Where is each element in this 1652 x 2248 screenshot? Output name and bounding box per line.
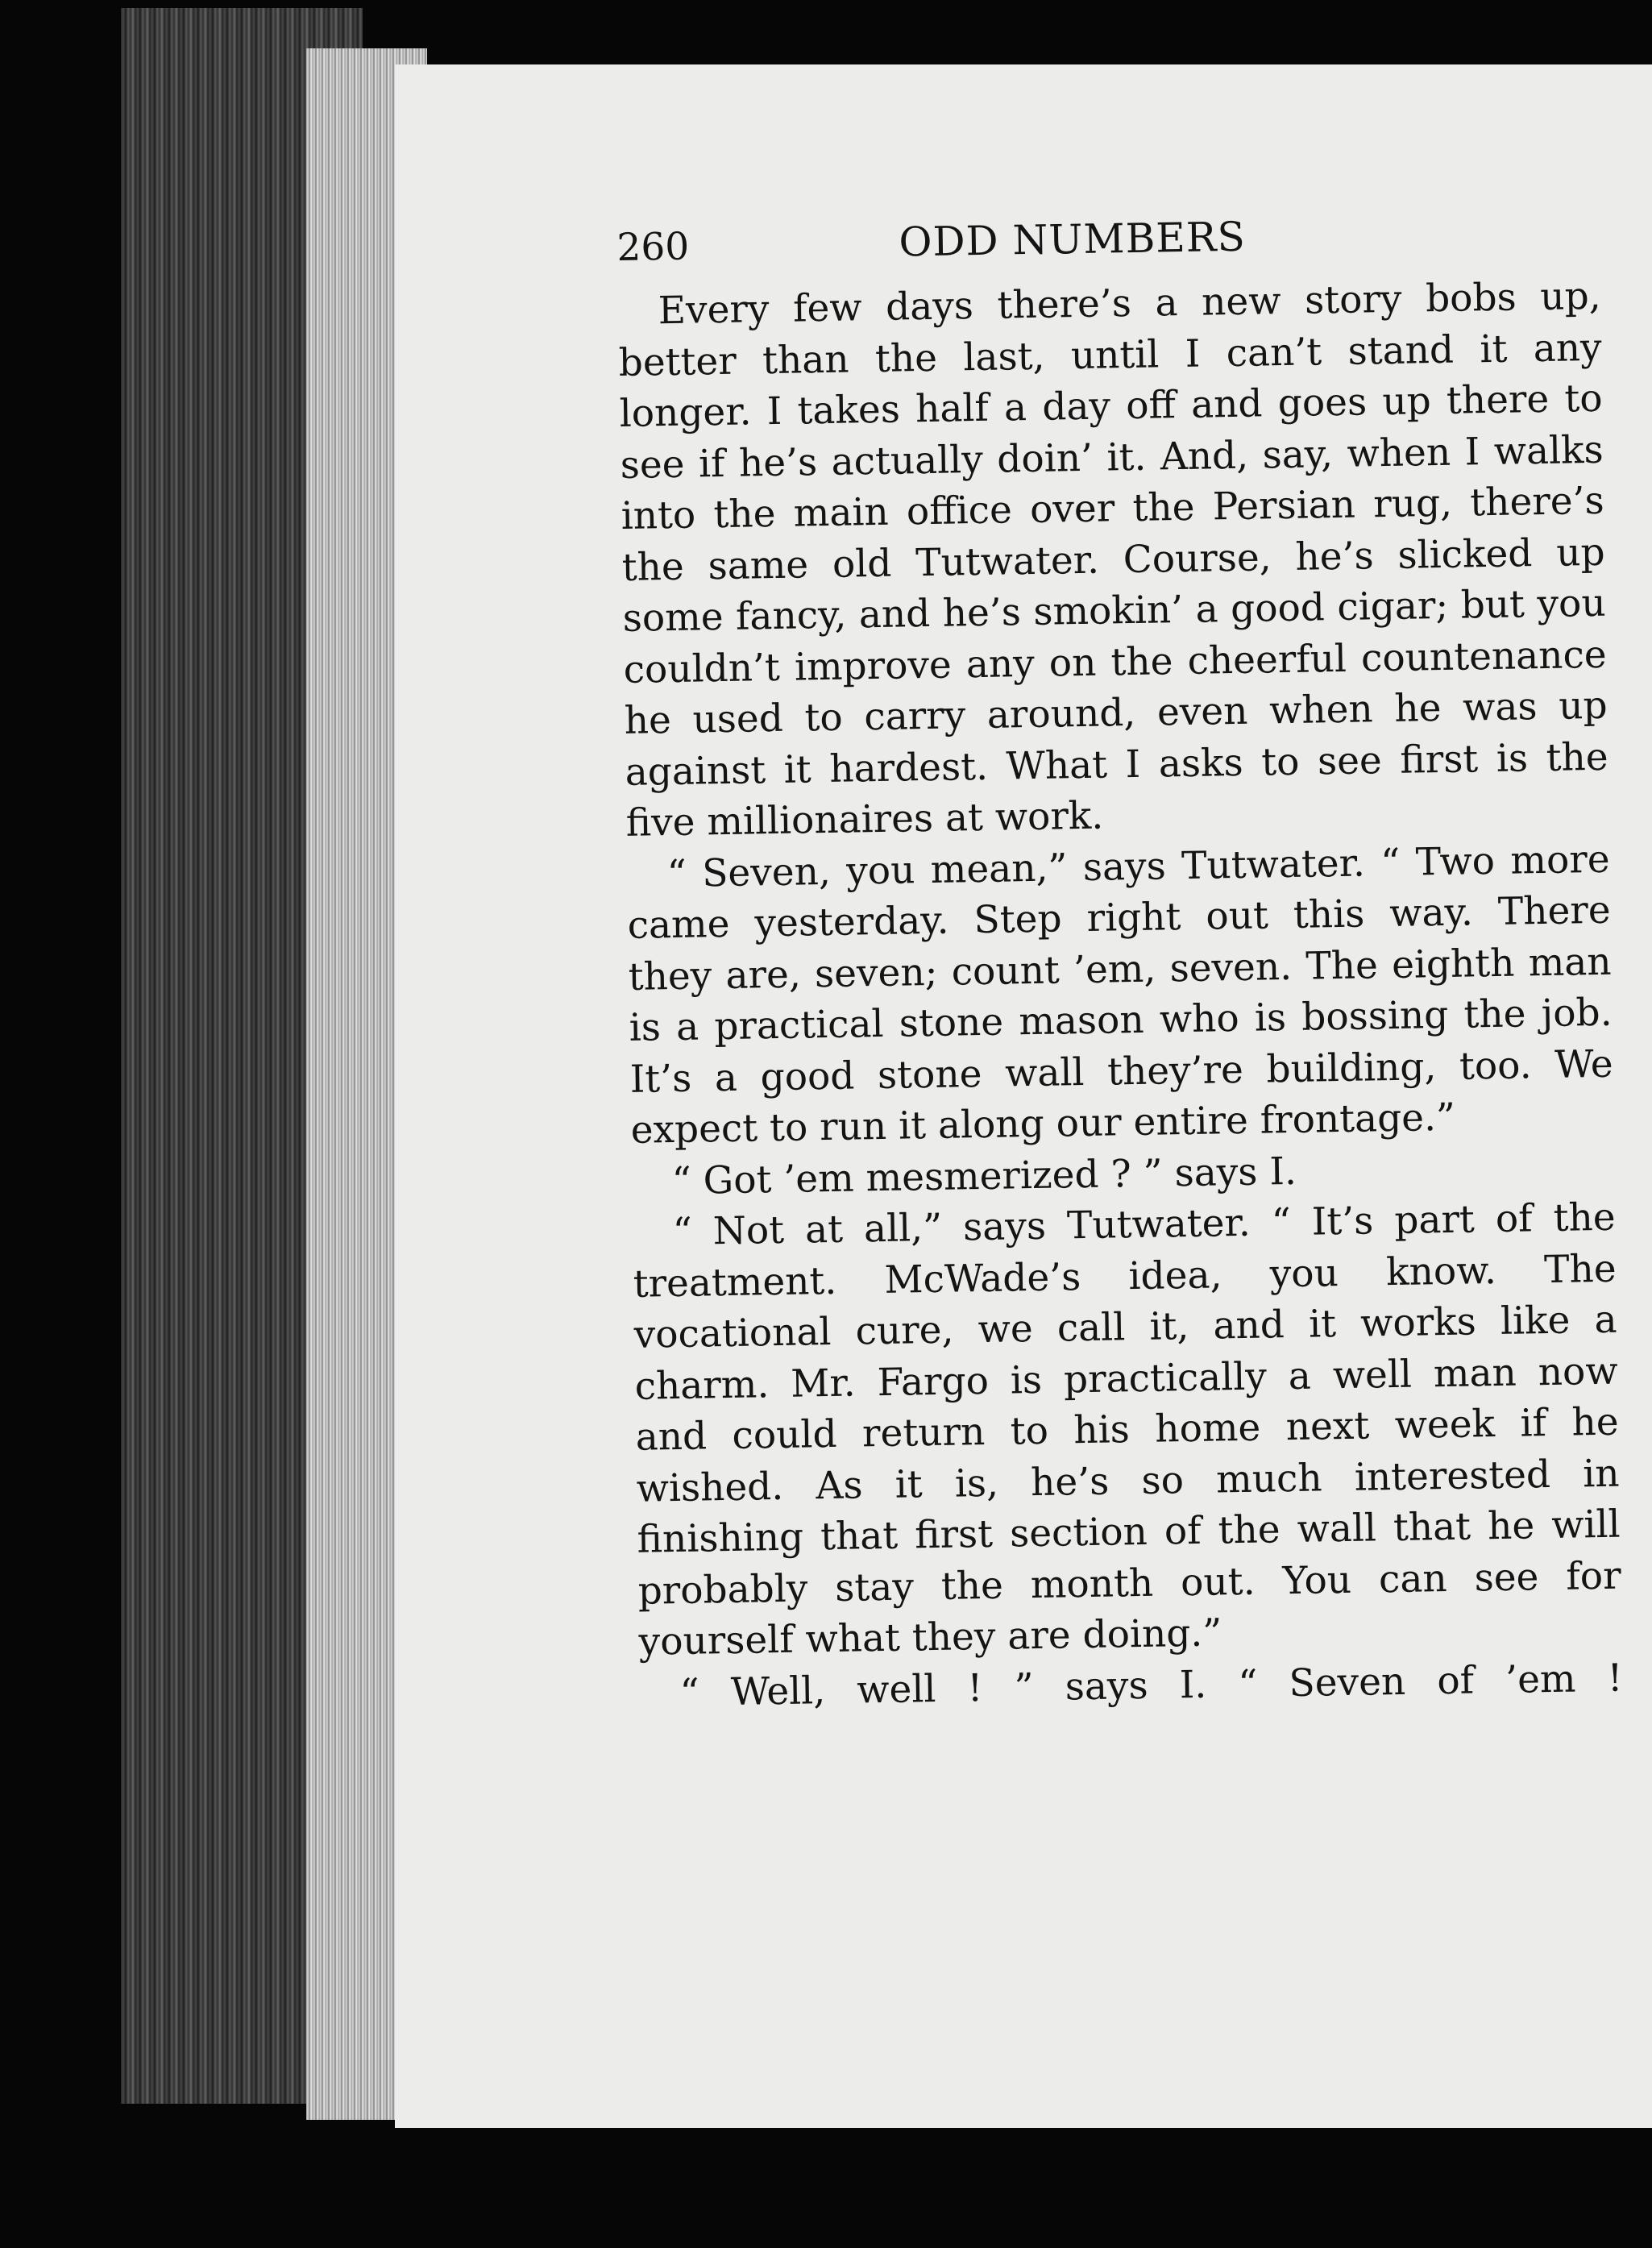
paragraph: “ Got ’em mesmerized ? ” says I. bbox=[671, 1149, 1297, 1203]
page-number: 260 bbox=[616, 224, 690, 270]
page-text-block bbox=[616, 206, 1623, 1719]
paragraph: “ Not at all,” says Tutwater. “ It’s part of the treatment. McWade’s idea, you know. The vocational cure, we call it, and it works like a charm. Mr. Fargo is practically a well man now and could return to his home next week if he wished. As it is, he’s so much interested in finishing that first section of the wall that he will probably stay the month out. You can see for yourself what they are doing.” bbox=[633, 1195, 1621, 1664]
running-title: ODD NUMBERS bbox=[898, 213, 1247, 266]
running-head bbox=[616, 206, 1600, 278]
paragraph: “ Well, well ! ” says I. “ Seven of ’em ! bbox=[679, 1656, 1623, 1715]
book-page bbox=[395, 64, 1652, 2128]
paragraph: Every few days there’s a new story bobs up, better than the last, until I can’t stand it any longer. I takes half a day off and goes up there to see if he’s actually doin’ it. And, say, when I walks into the main office over the Persian rug, there’s the same old Tutwater. Course, he’s slicked up some fancy, and he’s smokin’ a good cigar; but you couldn’t improve any on the cheerful countenance he used to carry around, even when he was up against it hardest. What I asks to see first is the five millionaires at work. bbox=[618, 273, 1609, 846]
paragraph: “ Seven, you mean,” says Tutwater. “ Two more came yesterday. Step right out this way. There they are, seven; count ’em, seven. The eighth man is a practical stone mason who is bossing the job. It’s a good stone wall they’re building, too. We expect to run it along our entire frontage.” bbox=[627, 837, 1613, 1153]
